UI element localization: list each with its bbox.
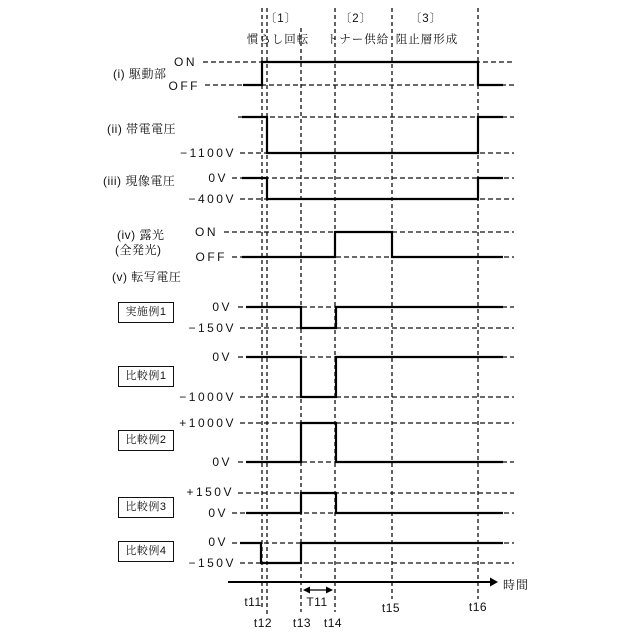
comparative-2-high-label: +1000V	[179, 416, 236, 430]
tick-label-t16: t16	[468, 600, 488, 614]
section-2-bracket: 〔2〕	[339, 13, 373, 25]
section-1-label: 慣らし回転	[246, 34, 310, 46]
comparative-4-low-label: −150V	[188, 556, 236, 570]
comparative-2-0v-label: 0V	[212, 455, 232, 469]
example-1-0v-label: 0V	[212, 300, 232, 314]
waveform-6	[246, 357, 503, 397]
signal-iv-name: (iv) 露光	[117, 228, 165, 242]
signal-i-off-label: OFF	[168, 79, 200, 93]
interval-arrow-right-head-icon	[326, 587, 333, 594]
comparative-3-box: 比較例3	[118, 497, 174, 518]
tick-label-t15: t15	[381, 601, 401, 615]
interval-label-T11: T11	[306, 595, 328, 609]
signal-i-on-label: ON	[174, 55, 197, 69]
signal-ii-name: (ii) 帯電電圧	[107, 122, 177, 136]
comparative-3-0v-label: 0V	[208, 506, 228, 520]
section-1-bracket: 〔1〕	[264, 13, 298, 25]
comparative-4-0v-label: 0V	[208, 535, 228, 549]
section-3-bracket: 〔3〕	[409, 13, 443, 25]
comparative-1-low-label: −1000V	[179, 390, 236, 404]
section-2-label: トナー供給	[326, 34, 390, 46]
comparative-3-high-label: +150V	[186, 485, 234, 499]
comparative-1-0v-label: 0V	[212, 350, 232, 364]
signal-iv-name2: (全発光)	[115, 243, 162, 257]
time-axis-label: 時間	[503, 578, 530, 592]
waveform-1	[242, 117, 503, 153]
signal-iii-name: (iii) 現像電圧	[103, 174, 176, 188]
signal-ii-low-label: −1100V	[180, 146, 236, 160]
tick-label-t14: t14	[323, 616, 343, 630]
waveform-9	[240, 543, 503, 563]
interval-arrow-left-head-icon	[303, 587, 310, 594]
waveform-2	[242, 178, 503, 199]
example-1-box: 実施例1	[118, 302, 174, 323]
waveform-8	[246, 493, 503, 513]
tick-label-t12: t12	[253, 616, 273, 630]
section-3-label: 阻止層形成	[395, 34, 459, 46]
signal-iv-on-label: ON	[195, 225, 218, 239]
waveform-5	[246, 307, 503, 328]
signal-i-name: (i) 駆動部	[113, 67, 167, 81]
example-1-low-label: −150V	[188, 321, 236, 335]
signal-v-name: (v) 転写電圧	[112, 270, 182, 284]
tick-label-t11: t11	[244, 595, 262, 609]
waveform-0	[243, 62, 503, 85]
tick-label-t13: t13	[292, 616, 312, 630]
waveform-7	[246, 423, 503, 462]
signal-iv-off-label: OFF	[195, 250, 227, 264]
signal-iii-0v-label: 0V	[208, 171, 228, 185]
comparative-1-box: 比較例1	[118, 366, 174, 387]
comparative-2-box: 比較例2	[118, 430, 174, 451]
time-axis-arrowhead-icon	[490, 578, 498, 587]
waveform-3	[242, 232, 503, 257]
signal-iii-low-label: −400V	[188, 192, 236, 206]
comparative-4-box: 比較例4	[118, 541, 174, 562]
